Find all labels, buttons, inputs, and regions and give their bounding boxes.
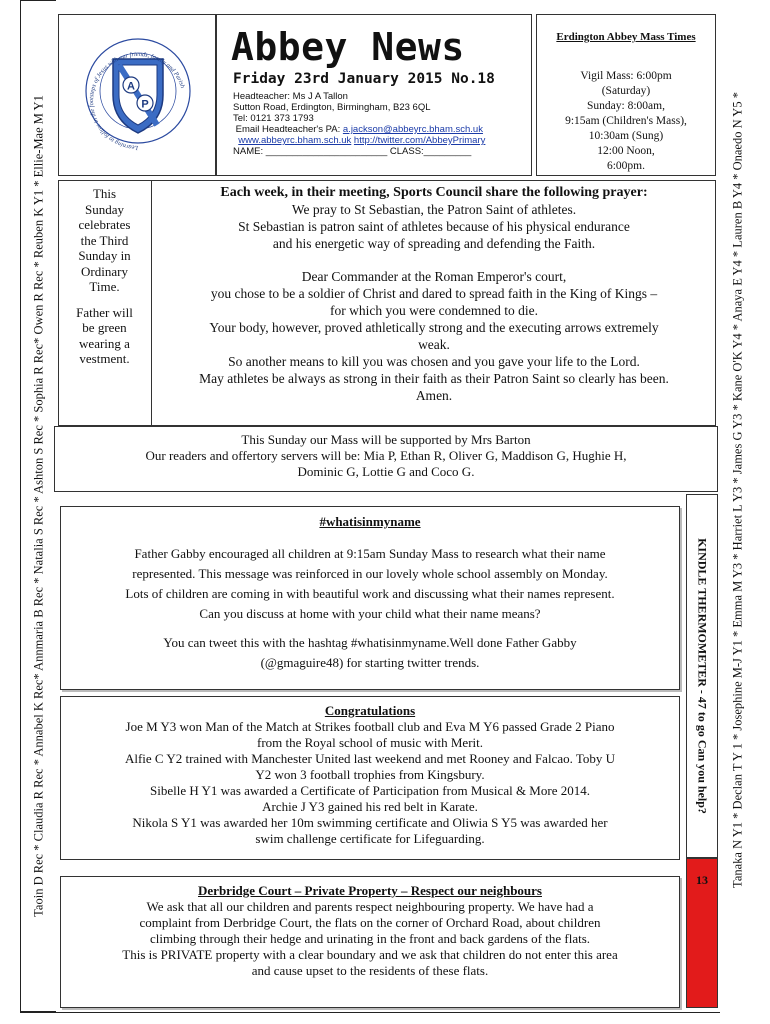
- twitter-link[interactable]: http://twitter.com/AbbeyPrimary: [353, 135, 486, 146]
- mass-time-line: (Saturday): [601, 85, 651, 97]
- headteacher-line: Headteacher: Ms J A Tallon: [233, 91, 348, 102]
- web-line: [233, 135, 485, 146]
- sunday-note-line: This: [92, 186, 117, 201]
- prayer-line: for which you were condemned to die.: [329, 303, 539, 318]
- congratulations-line: from the Royal school of music with Merit.: [256, 735, 484, 750]
- congratulations-heading: Congratulations: [324, 703, 416, 718]
- congratulations-line: swim challenge certificate for Lifeguarding.: [255, 831, 485, 846]
- mass-time-line: 10:30am (Sung): [588, 130, 664, 142]
- thermometer-fill: [686, 858, 718, 1008]
- congratulations-line: Sibelle H Y1 was awarded a Certificate of Participation from Musical & More 2014.: [150, 783, 590, 798]
- page-bottom-rule: [20, 1012, 720, 1013]
- right-names-strip: [722, 10, 754, 970]
- sunday-note-line: be green: [82, 320, 127, 335]
- thermometer-count: 13: [696, 873, 708, 887]
- derbridge-notice-box: [60, 876, 680, 1008]
- prayer-line: St Sebastian is patron saint of athletes because of his physical endurance: [238, 219, 630, 234]
- congratulations-line: Joe M Y3 won Man of the Match at Strikes football club and Eva M Y6 passed Grade 2 Piano: [125, 719, 615, 734]
- support-line: This Sunday our Mass will be supported by Mrs Barton: [241, 432, 531, 447]
- left-names-text: Taoin D Rec * Claudia R Rec * Annabel K Rec* Annmaria B Rec * Natalia S Rec * Ashton S Rec * Sophia R Rec* Owen R Rec * Reuben K Y1 * Ellie-Mae M Y1: [31, 95, 45, 917]
- logo-letter-a: A: [127, 80, 135, 93]
- issue-date: Friday 23rd January 2015 No.18: [233, 71, 495, 87]
- derbridge-line: This is PRIVATE property with a clear boundary and we ask that children do not enter this area: [122, 947, 618, 962]
- newsletter-title: Abbey News: [231, 25, 465, 69]
- school-logo-box: [58, 14, 216, 176]
- sunday-note-line: Sunday: [85, 201, 124, 217]
- sunday-note-line: vestment.: [79, 351, 130, 366]
- mass-times-box: [536, 14, 716, 176]
- congratulations-line: Alfie C Y2 trained with Manchester United last weekend and met Rooney and Falcao. Toby U: [124, 751, 616, 766]
- congratulations-line: Nikola S Y1 was awarded her 10m swimming certificate and Oliwia S Y5 was awarded her: [132, 815, 608, 830]
- mass-time-line: 9:15am (Children's Mass),: [565, 115, 687, 127]
- derbridge-line: We ask that all our children and parents respect neighbouring property. We have had a: [146, 899, 594, 914]
- prayer-line: you chose to be a soldier of Christ and dared to spread faith in the King of Kings –: [210, 286, 658, 301]
- whatisinmyname-box: [60, 506, 680, 690]
- derbridge-line: climbing through their hedge and urinating in the front and back gardens of the flats.: [149, 931, 591, 946]
- mass-times-title: Erdington Abbey Mass Times: [556, 31, 696, 43]
- prayer-line: So another means to kill you was chosen and you gave your life to the Lord.: [228, 354, 640, 369]
- school-crest-icon: [83, 33, 193, 153]
- left-names-strip: [20, 0, 56, 1012]
- derbridge-heading: Derbridge Court – Private Property – Respect our neighbours: [198, 883, 542, 898]
- sunday-note-line: Father will: [76, 304, 133, 320]
- congratulations-line: Archie J Y3 gained his red belt in Karate.: [262, 799, 478, 814]
- prayer-line: weak.: [418, 337, 450, 352]
- congratulations-box: [60, 696, 680, 860]
- mass-time-line: Sunday: 8:00am,: [587, 100, 665, 112]
- prayer-line: May athletes be always as strong in their faith as their Patron Saint so clearly has been.: [199, 371, 669, 386]
- sunday-note-line: wearing a: [79, 335, 130, 351]
- right-names-text: Tanaka N Y1 * Declan T Y 1 * Josephine M-J Y1 * Emma M Y3 * Harriet L Y3 * James G Y3 * Kane O'K Y4 * Anaya E Y4 * Lauren B Y4 * Onaedo N Y5 *: [730, 92, 745, 888]
- whatisinmyname-line: Lots of children are coming in with beautiful work and discussing what their names represent.: [125, 586, 615, 601]
- sunday-note-line: Time.: [89, 279, 120, 294]
- support-line: Our readers and offertory servers will be: Mia P, Ethan R, Oliver G, Maddison G, Hughie H,: [145, 448, 627, 463]
- website-link[interactable]: www.abbeyrc.bham.sch.uk: [238, 135, 352, 146]
- thermometer-text: KINDLE THERMOMETER - 47 to go Can you help?: [695, 538, 710, 814]
- school-contact-info: [233, 91, 485, 157]
- name-class-line: NAME: _______________________ CLASS:_________: [233, 146, 472, 157]
- mass-support-box: [54, 426, 718, 492]
- whatisinmyname-line: Can you discuss at home with your child what their name means?: [199, 606, 541, 621]
- email-line: [233, 124, 485, 135]
- sunday-note: [58, 180, 152, 426]
- whatisinmyname-line: represented. This message was reinforced in our lovely whole school assembly on Monday.: [132, 566, 608, 581]
- whatisinmyname-line: (@gmaguire48) for starting twitter trends.: [260, 655, 480, 670]
- whatisinmyname-line: You can tweet this with the hashtag #whatisinmyname.Well done Father Gabby: [163, 635, 577, 650]
- masthead: [216, 14, 532, 176]
- logo-letter-p: P: [141, 98, 149, 111]
- mass-time-line: 12:00 Noon,: [597, 145, 655, 157]
- derbridge-line: and cause upset to the residents of these flats.: [251, 963, 489, 978]
- whatisinmyname-line: Father Gabby encouraged all children at 9:15am Sunday Mass to research what their name: [134, 546, 606, 561]
- mass-times-list: [537, 69, 715, 174]
- email-link[interactable]: a.jackson@abbeyrc.bham.sch.uk: [342, 124, 483, 135]
- prayer-line: We pray to St Sebastian, the Patron Saint of athletes.: [291, 202, 577, 217]
- whatisinmyname-heading: #whatisinmyname: [319, 514, 421, 529]
- mass-time-line: Vigil Mass: 6:00pm: [580, 70, 672, 82]
- prayer-line: Amen.: [415, 388, 453, 403]
- prayer-heading: Each week, in their meeting, Sports Council share the following prayer:: [220, 185, 648, 200]
- logo-ring-text: Learning to follow in the footsteps of Jesus with our friends, family and Parish: [88, 50, 187, 152]
- derbridge-line: complaint from Derbridge Court, the flats on the corner of Orchard Road, about children: [139, 915, 601, 930]
- kindle-thermometer: [686, 494, 718, 858]
- sunday-note-line: Sunday in: [78, 248, 131, 263]
- sunday-note-line: Ordinary: [81, 263, 128, 279]
- tel-line: Tel: 0121 373 1793: [233, 113, 314, 124]
- address-line: Sutton Road, Erdington, Birmingham, B23 6QL: [233, 102, 431, 113]
- sunday-note-line: the Third: [80, 232, 129, 248]
- congratulations-line: Y2 won 3 football trophies from Kingsbury.: [255, 767, 485, 782]
- mass-time-line: 6:00pm.: [606, 160, 645, 172]
- prayer-line: Your body, however, proved athletically strong and the executing arrows extremely: [209, 320, 659, 335]
- sunday-note-line: celebrates: [78, 217, 131, 232]
- prayer-line: Dear Commander at the Roman Emperor's court,: [301, 269, 567, 284]
- email-label: Email Headteacher's PA:: [235, 124, 341, 135]
- prayer-text: [154, 184, 714, 404]
- support-line: Dominic G, Lottie G and Coco G.: [297, 464, 475, 479]
- prayer-line: and his energetic way of spreading and defending the Faith.: [272, 236, 596, 251]
